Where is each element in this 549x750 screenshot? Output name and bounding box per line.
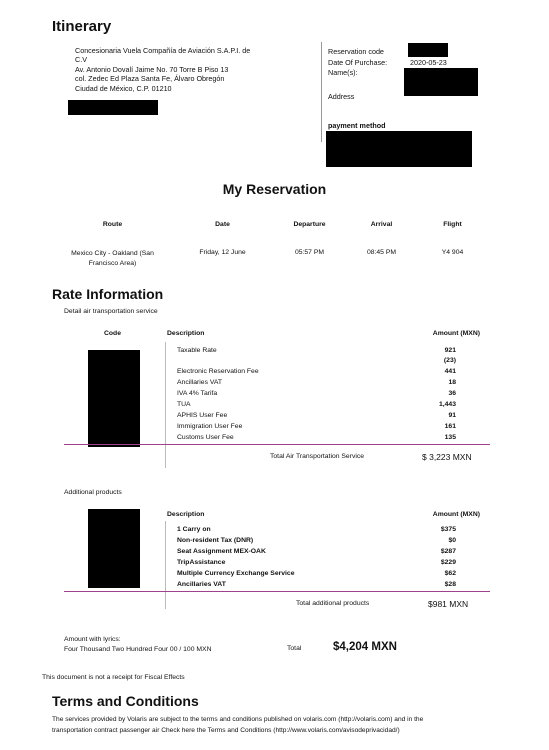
- company-line: C.V: [75, 55, 87, 65]
- flight-value: Y4 904: [441, 249, 464, 256]
- additional-row-amount: $28: [444, 581, 456, 588]
- additional-row-amount: $229: [440, 559, 456, 566]
- route-line: Mexico City - Oakland (San: [71, 250, 154, 257]
- route-value: [60, 249, 165, 269]
- redacted-payment-method: [326, 131, 472, 167]
- additional-row-desc: Ancillaries VAT: [177, 581, 226, 588]
- rate-row-desc: APHIS User Fee: [177, 412, 228, 419]
- additional-row-desc: 1 Carry on: [177, 526, 211, 533]
- rate-header-code: Code: [104, 330, 121, 337]
- rate-row-desc: TUA: [177, 401, 191, 408]
- additional-total-value: $981 MXN: [428, 599, 469, 609]
- additional-row-desc: Non-resident Tax (DNR): [177, 537, 254, 544]
- divider: [321, 42, 322, 142]
- rate-row-amount: (23): [443, 357, 456, 364]
- rate-row-amount: 36: [448, 390, 456, 397]
- redacted-code: [88, 350, 140, 447]
- rate-row-desc: Immigration User Fee: [177, 423, 243, 430]
- redacted-block: [68, 100, 158, 115]
- additional-header-amount: Amount (MXN): [432, 511, 480, 518]
- rate-row-desc: Customs User Fee: [177, 434, 234, 441]
- additional-row-amount: $0: [448, 537, 456, 544]
- additional-header-description: Description: [167, 511, 205, 518]
- payment-method-label: payment method: [328, 121, 386, 130]
- route-line: Francisco Area): [88, 260, 137, 267]
- accent-line: [64, 444, 490, 445]
- redacted-names: [404, 68, 478, 96]
- rate-row-desc: IVA 4% Tarifa: [177, 390, 218, 397]
- itinerary-title: Itinerary: [52, 18, 112, 35]
- rate-title: Rate Information: [52, 286, 164, 302]
- col-header-route: Route: [102, 221, 123, 228]
- rate-row-amount: 1,443: [438, 401, 456, 408]
- arrival-value: 08:45 PM: [366, 249, 397, 256]
- company-line: Concesionaria Vuela Compañía de Aviación S.A.P.I. de: [75, 46, 251, 55]
- rate-subtitle: Detail air transportation service: [64, 308, 158, 315]
- names-label: Name(s):: [328, 68, 358, 77]
- redacted-code: [88, 509, 140, 588]
- departure-value: 05:57 PM: [294, 249, 325, 256]
- additional-row-amount: $62: [444, 570, 456, 577]
- rate-row-desc: Electronic Reservation Fee: [177, 368, 259, 375]
- company-address: [75, 46, 305, 93]
- receipt-note: This document is not a receipt for Fiscal Effects: [42, 674, 185, 681]
- rate-row-desc: Ancillaries VAT: [177, 379, 223, 386]
- date-of-purchase-label: Date Of Purchase:: [328, 58, 388, 67]
- divider: [165, 342, 166, 468]
- rate-row-desc: Taxable Rate: [177, 347, 217, 354]
- rate-total-value: $ 3,223 MXN: [422, 452, 472, 462]
- lyrics-label: Amount with lyrics:: [64, 636, 121, 643]
- additional-row-desc: Seat Assignment MEX-OAK: [177, 548, 266, 555]
- additional-row-desc: TripAssistance: [177, 559, 226, 566]
- additional-row-amount: $287: [440, 548, 456, 555]
- col-header-date: Date: [215, 221, 230, 228]
- address-label: Address: [328, 92, 355, 101]
- divider: [165, 521, 166, 609]
- terms-text-line: transportation contract passenger air Check here the Terms and Conditions (http://www.volaris.com/avisodeprivacidad/): [52, 727, 400, 734]
- additional-total-label: Total additional products: [296, 600, 370, 607]
- reservation-title: My Reservation: [222, 181, 327, 197]
- rate-row-amount: 91: [448, 412, 456, 419]
- date-of-purchase-value: 2020-05-23: [410, 58, 447, 67]
- company-line: Ciudad de México, C.P. 01210: [75, 83, 172, 93]
- rate-row-amount: 441: [444, 368, 456, 375]
- terms-title: Terms and Conditions: [52, 693, 199, 709]
- reservation-code-label: Reservation code: [328, 47, 384, 56]
- lyrics-value: Four Thousand Two Hundred Four 00 / 100 MXN: [64, 646, 212, 653]
- col-header-arrival: Arrival: [370, 221, 393, 228]
- rate-row-amount: 161: [444, 423, 456, 430]
- summary-total-value: $4,204 MXN: [333, 641, 397, 653]
- accent-line: [64, 591, 490, 592]
- company-line: Av. Antonio Dovalí Jaime No. 70 Torre B Piso 13: [75, 64, 229, 74]
- rate-row-amount: 921: [444, 347, 456, 354]
- rate-header-amount: Amount (MXN): [432, 330, 480, 337]
- redacted-reservation-code: [408, 43, 448, 57]
- rate-row-amount: 18: [448, 379, 456, 386]
- col-header-flight: Flight: [443, 221, 462, 228]
- summary-total-label: Total: [287, 645, 302, 652]
- rate-row-amount: 135: [444, 434, 456, 441]
- rate-header-description: Description: [167, 330, 205, 337]
- company-line: col. Zedec Ed Plaza Santa Fe, Álvaro Obregón: [75, 74, 225, 84]
- col-header-departure: Departure: [293, 221, 326, 228]
- terms-text-line: The services provided by Volaris are subject to the terms and conditions published on volaris.com (http://volaris.com) and in the: [52, 716, 424, 723]
- additional-row-amount: $375: [440, 526, 456, 533]
- date-value: Friday, 12 June: [199, 249, 246, 256]
- additional-row-desc: Multiple Currency Exchange Service: [177, 570, 295, 577]
- rate-total-label: Total Air Transportation Service: [270, 453, 365, 460]
- additional-title: Additional products: [64, 489, 122, 496]
